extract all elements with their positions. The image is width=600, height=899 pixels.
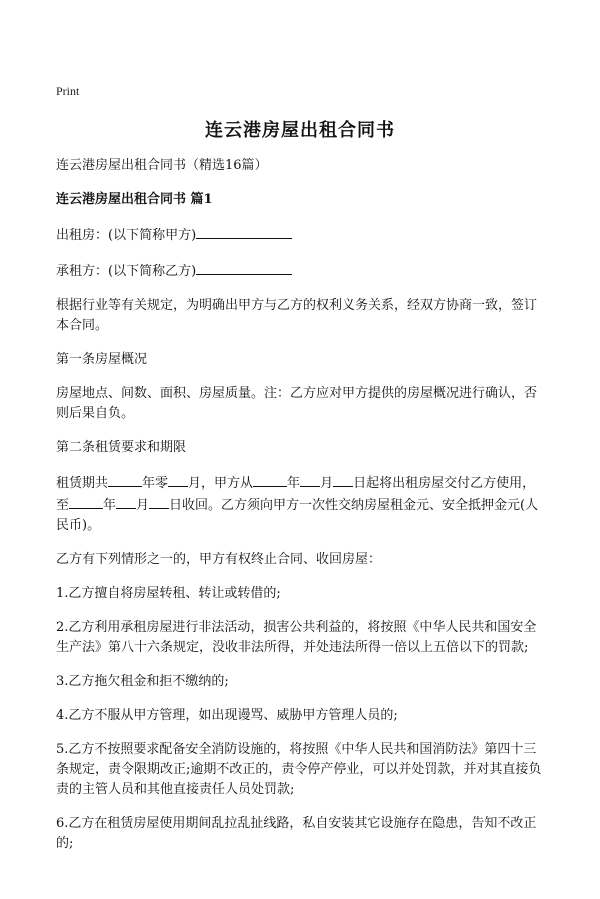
lessor-line xyxy=(56,224,548,246)
start-day-blank xyxy=(333,472,353,487)
section-heading: 连云港房屋出租合同书 篇1 xyxy=(56,192,213,207)
lease-term-text: 日收回。乙方须向甲方一次性交纳房屋租金元、安全抵押金元(人民币)。 xyxy=(56,498,539,533)
clause-item: 1.乙方擅自将房屋转租、转让或转借的; xyxy=(56,586,281,601)
lease-term-text: 年 xyxy=(103,498,117,513)
lease-months-blank xyxy=(168,472,188,487)
start-year-blank xyxy=(253,472,287,487)
lease-term-text: 年 xyxy=(287,476,301,491)
clause-item: 4.乙方不服从甲方管理，如出现谩骂、威胁甲方管理人员的; xyxy=(56,708,398,723)
lease-term-text: 日起将出租房屋交付乙方使用，至 xyxy=(56,476,536,513)
lessor-label: 出租房：(以下简称甲方) xyxy=(56,228,197,243)
lease-term-text: 月 xyxy=(136,498,150,513)
document-body xyxy=(56,156,548,868)
end-day-blank xyxy=(149,494,169,509)
end-month-blank xyxy=(116,494,136,509)
subtitle: 连云港房屋出租合同书（精选16篇） xyxy=(56,158,268,173)
lessee-label: 承租方：(以下简称乙方) xyxy=(56,264,197,279)
article1-body: 房屋地点、间数、面积、房屋质量。注：乙方应对甲方提供的房屋概况进行确认，否则后果自负。 xyxy=(56,386,538,421)
article2-title: 第二条租赁要求和期限 xyxy=(56,440,187,455)
lease-term-paragraph xyxy=(56,472,548,536)
lease-term-text: 月，甲方从 xyxy=(188,476,254,491)
lease-years-blank xyxy=(108,472,142,487)
clause-item: 5.乙方不按照要求配备安全消防设施的，将按照《中华人民共和国消防法》第四十三条规定，责令限期改正;逾期不改正的，责令停产停业，可以并处罚款，并对其直接负责的主管人员和其他直接责任人员处罚款; xyxy=(56,742,542,797)
lease-term-text: 月 xyxy=(320,476,334,491)
clause-item: 6.乙方在租赁房屋使用期间乱拉乱扯线路，私自安装其它设施存在隐患，告知不改正的; xyxy=(56,816,537,851)
end-year-blank xyxy=(69,494,103,509)
lease-term-text: 年零 xyxy=(142,476,169,491)
lessee-line xyxy=(56,260,548,282)
start-month-blank xyxy=(300,472,320,487)
clause-item: 3.乙方拖欠租金和拒不缴纳的; xyxy=(56,674,229,689)
article1-title: 第一条房屋概况 xyxy=(56,352,148,367)
lease-term-text: 租赁期共 xyxy=(56,476,109,491)
intro-paragraph: 根据行业等有关规定，为明确出甲方与乙方的权利义务关系，经双方协商一致，签订本合同。 xyxy=(56,298,538,333)
clause-item: 2.乙方利用承租房屋进行非法活动，损害公共利益的，将按照《中华人民共和国安全生产法》第八十六条规定，没收非法所得，并处违法所得一倍以上五倍以下的罚款; xyxy=(56,620,537,655)
document-title: 连云港房屋出租合同书 xyxy=(205,120,395,141)
lessor-blank xyxy=(196,224,292,239)
termination-intro: 乙方有下列情形之一的，甲方有权终止合同、收回房屋： xyxy=(56,552,382,567)
lessee-blank xyxy=(196,260,292,275)
print-link[interactable]: Print xyxy=(56,84,80,98)
